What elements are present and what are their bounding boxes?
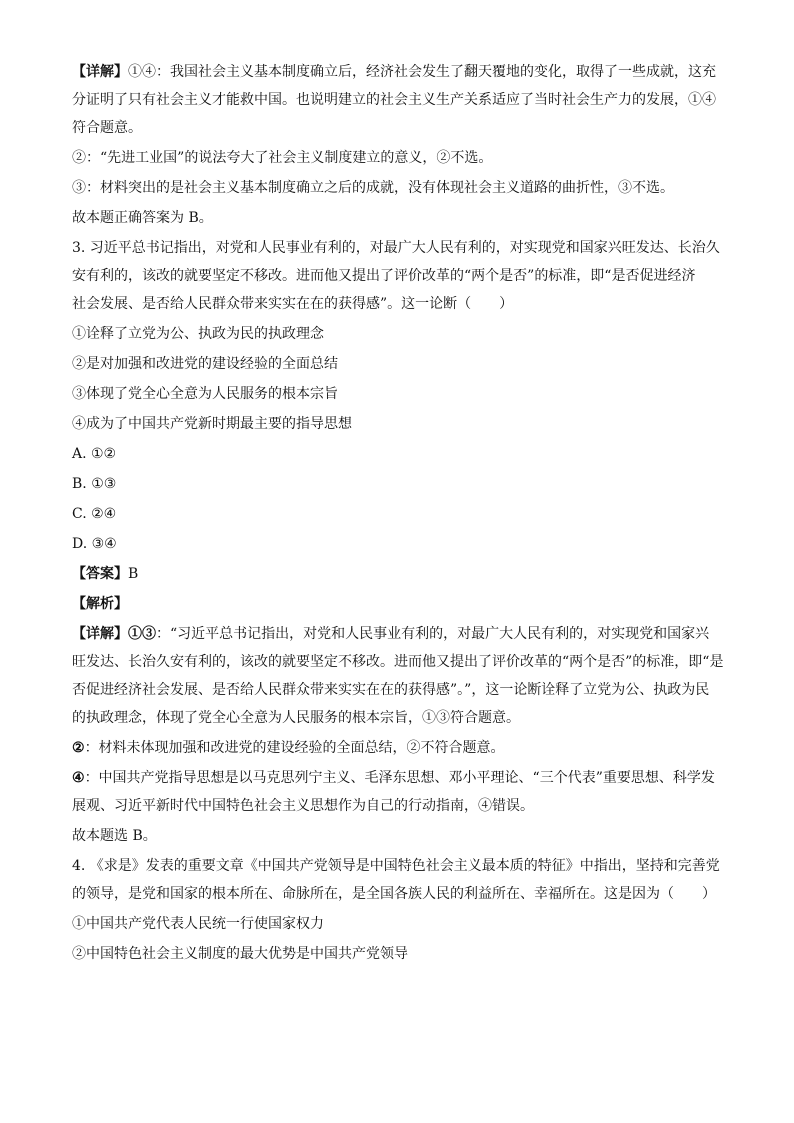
q3-stem [72,238,724,314]
q3-detail-line-3: 否促进经济社会发展、是否给人民群众带来实实在在的获得感”。”，这一论断诠释了立党为公、执政为民 [72,682,710,698]
q3-choice-c: C. ②④ [72,506,117,522]
q3-detail-block [72,624,724,728]
q2-detail-block [72,62,724,138]
q3-statement-1: ①诠释了立党为公、执政为民的执政理念 [72,326,324,342]
q3-choice-a: A. ①② [72,446,117,462]
q3-detail-line-2: 旺发达、长治久安有利的，该改的就要坚定不移改。进而他又提出了评价改革的“两个是否”的标准，即“是 [72,654,724,670]
q3-choice-d: D. ③④ [72,536,117,552]
q3-option-4-line-2: 展观、习近平新时代中国特色社会主义思想作为自己的行动指南，④错误。 [72,798,534,814]
q3-option-4-note [72,768,724,816]
q2-detail-line-1 [72,62,724,82]
q3-stem-line-1: 3. 习近平总书记指出，对党和人民事业有利的，对最广大人民有利的，对实现党和国家兴旺发达、长治久 [72,240,720,256]
q3-detail-line-1 [72,624,724,644]
q3-analysis-tag [72,594,724,614]
q4-statement-2: ②中国特色社会主义制度的最大优势是中国共产党领导 [72,946,408,962]
option-2-text: ：材料未体现加强和改进党的建设经验的全面总结，②不符合题意。 [84,740,505,756]
q4-stem-line-1: 4. 《求是》发表的重要文章《中国共产党领导是中国特色社会主义最本质的特征》中指出，坚持和完善党 [72,858,720,874]
q3-option-2-note [72,738,724,758]
q2-detail-text-1: ①④：我国社会主义基本制度确立后，经济社会发生了翻天覆地的变化，取得了一些成就，这充 [128,64,716,80]
q3-statement-3: ③体现了党全心全意为人民服务的根本宗旨 [72,386,338,402]
detail-tag: 【详解】 [72,64,128,80]
q3-statement-4: ④成为了中国共产党新时期最主要的指导思想 [72,416,352,432]
q2-detail-line-3: 符合题意。 [72,120,142,136]
q2-conclusion: 故本题正确答案为 B。 [72,210,213,226]
q3-detail-text-1: ：“习近平总书记指出，对党和人民事业有利的，对最广大人民有利的，对实现党和国家兴 [156,626,710,642]
q2-option-2-note: ②：“先进工业国”的说法夸大了社会主义制度建立的意义，②不选。 [72,150,493,166]
q4-stem-line-2: 的领导，是党和国家的根本所在、命脉所在，是全国各族人民的利益所在、幸福所在。这是因为（ ） [72,886,716,902]
q2-option-3-note: ③：材料突出的是社会主义基本制度确立之后的成就，没有体现社会主义道路的曲折性，③不选。 [72,180,674,196]
answer-tag: 【答案】 [72,566,128,582]
option-2-marker: ② [72,740,85,756]
q3-statement-2: ②是对加强和改进党的建设经验的全面总结 [72,356,338,372]
q2-detail-line-2: 分证明了只有社会主义才能救中国。也说明建立的社会主义生产关系适应了当时社会生产力的发展，①④ [72,92,716,108]
detail-tag: 【详解】 [72,626,128,642]
q3-stem-line-3: 社会发展、是否给人民群众带来实实在在的获得感”。这一论断（ ） [72,296,514,312]
q3-answer [72,564,724,584]
answer-value: B [128,566,139,582]
option-4-marker: ④ [72,770,85,786]
q3-conclusion: 故本题选 B。 [72,828,157,844]
analysis-tag: 【解析】 [72,596,128,612]
q3-choice-b: B. ①③ [72,476,117,492]
q3-stem-line-2: 安有利的，该改的就要坚定不移改。进而他又提出了评价改革的“两个是否”的标准，即“是否促进经济 [72,268,696,284]
option-4-text-1: ：中国共产党指导思想是以马克思列宁主义、毛泽东思想、邓小平理论、“三个代表”重要思想、科学发 [84,770,715,786]
detail-bold-marker: ①③ [128,626,156,642]
q4-statement-1: ①中国共产党代表人民统一行使国家权力 [72,916,324,932]
document-page [72,62,724,974]
q3-detail-line-4: 的执政理念，体现了党全心全意为人民服务的根本宗旨，①③符合题意。 [72,710,520,726]
q4-stem [72,856,724,904]
q3-option-4-line-1 [72,768,724,788]
